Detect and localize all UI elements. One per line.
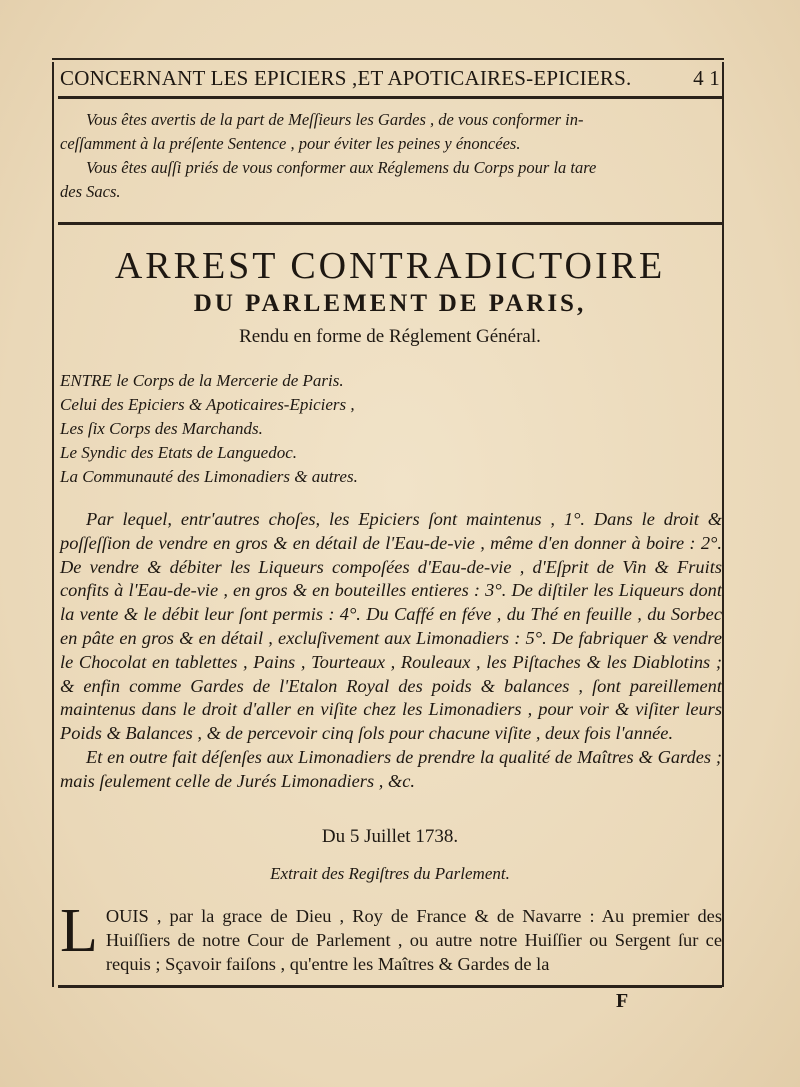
section-rule bbox=[58, 222, 722, 225]
right-border bbox=[722, 62, 724, 987]
notice-line: Vous êtes avertis de la part de Meſſieurs les Gardes , de vous conformer in- bbox=[86, 110, 584, 129]
party-line: Le Syndic des Etats de Languedoc. bbox=[60, 443, 298, 462]
decree-summary bbox=[60, 508, 722, 794]
page-number: 4 1 bbox=[693, 66, 720, 90]
arrest-title: ARREST CONTRADICTOIRE bbox=[114, 245, 666, 287]
party-line: La Communauté des Limonadiers & autres. bbox=[60, 467, 358, 486]
running-header bbox=[60, 66, 720, 91]
decree-date: Du 5 Juillet 1738. bbox=[321, 826, 459, 847]
drop-cap: L bbox=[60, 897, 98, 965]
notice-line: Vous êtes auſſi priés de vous conformer aux Réglemens du Corps pour la tare bbox=[86, 158, 597, 177]
louis-paragraph bbox=[60, 897, 722, 976]
louis-text: OUIS , par la grace de Dieu , Roy de France & de Navarre : Au premier des Huiſſiers de notre Cour de Parlement , ou autre notre Huiſſier ou Sergent ſur ce requis ; Sçavoir faiſons , qu'entre les Maîtres & Gardes de la bbox=[105, 906, 722, 974]
parlement-subtitle: DU PARLEMENT DE PARIS, bbox=[193, 290, 587, 317]
header-title: CONCERNANT LES EPICIERS ,ET APOTICAIRES-EPICIERS. bbox=[60, 66, 632, 90]
left-border bbox=[52, 62, 54, 987]
party-line: Celui des Epiciers & Apoticaires-Epiciers , bbox=[60, 395, 355, 414]
parties-list bbox=[60, 369, 720, 489]
party-line: Les ſix Corps des Marchands. bbox=[60, 419, 263, 438]
extract-heading: Extrait des Regiſtres du Parlement. bbox=[270, 864, 510, 883]
signature-mark: F bbox=[616, 990, 629, 1012]
reglement-caption: Rendu en forme de Réglement Général. bbox=[239, 326, 541, 347]
party-line: ENTRE le Corps de la Mercerie de Paris. bbox=[60, 371, 344, 390]
top-rule bbox=[52, 58, 724, 60]
summary-paragraph: Et en outre fait déſenſes aux Limonadiers de prendre la qualité de Maîtres & Gardes ; mais ſeulement celle de Jurés Limonadiers , &c. bbox=[60, 746, 722, 791]
bottom-rule bbox=[58, 985, 722, 988]
notice-line: ceſſamment à la préſente Sentence , pour éviter les peines y énoncées. bbox=[60, 134, 521, 153]
notice-block bbox=[60, 108, 720, 204]
notice-line: des Sacs. bbox=[60, 182, 121, 201]
header-rule bbox=[58, 96, 722, 99]
summary-paragraph: Par lequel, entr'autres choſes, les Epiciers ſont maintenus , 1°. Dans le droit & poſſeſſion de vendre en gros & en détail de l'Eau-de-vie , même d'en donner à boire : 2°. De vendre & débiter les Liqueurs compoſées d'Eau-de-vie , d'Eſprit de Vin & Fruits confits à l'Eau-de-vie , en gros & en bouteilles entieres : 3°. De diſtiler les Liqueurs dont la vente & le débit leur ſont permis : 4°. Du Caffé en féve , du Thé en feuille , du Sorbec en pâte en gros & en détail , excluſivement aux Limonadiers : 5°. De fabriquer & vendre le Chocolat en tablettes , Pains , Tourteaux , Rouleaux , les Piſtaches & les Diablotins ; & enfin comme Gardes de l'Etalon Royal des poids & balances , ſont pareillement maintenus dans le droit d'aller en viſite chez les Limonadiers , pour voir & viſiter leurs Poids & Balances , & de percevoir cinq ſols pour chacune viſite , deux fois l'année. bbox=[60, 509, 722, 744]
